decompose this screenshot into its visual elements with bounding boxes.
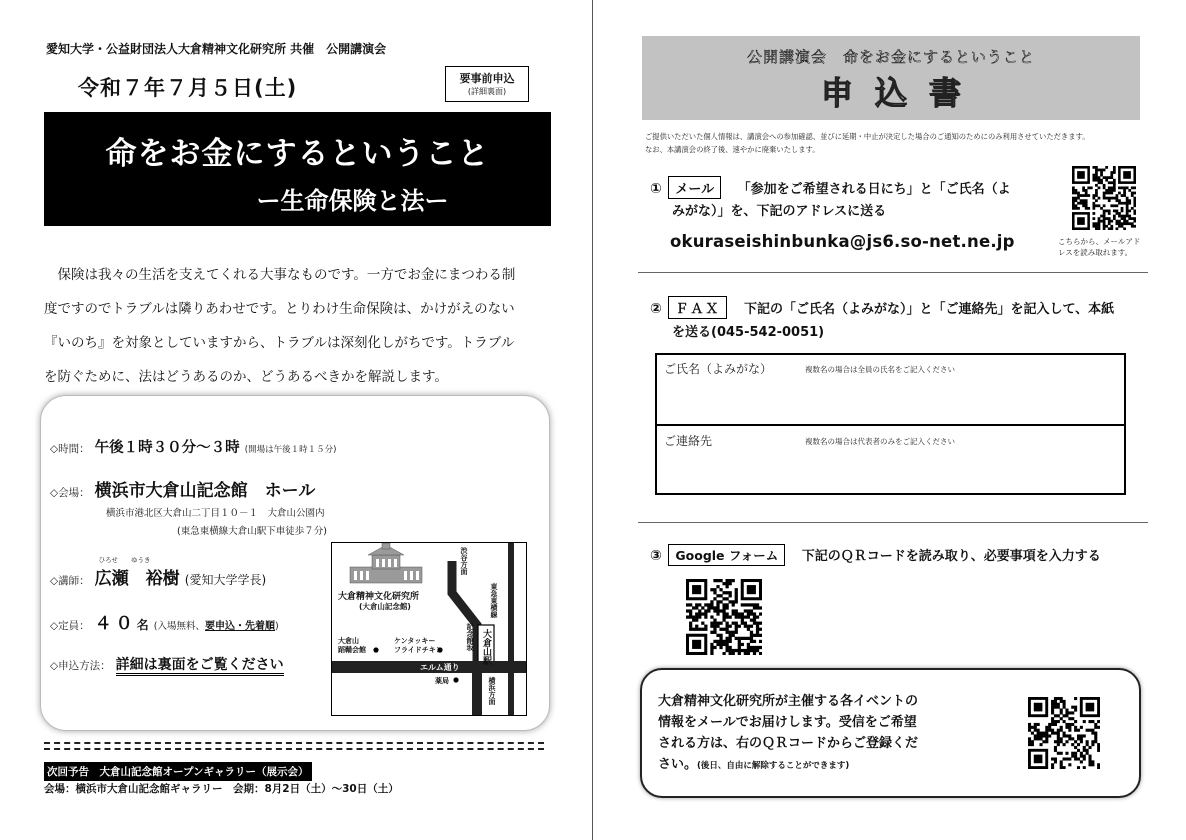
lecturer-row [50,556,267,589]
section-fax-text2: を送る(045-542-0051) [672,325,825,340]
name-field-note: 複数名の場合は全員の氏名をご記入ください [805,365,955,374]
intro-line: 保険は我々の生活を支えてくれる大事なものです。一方でお金にまつわる制 [44,267,516,283]
building-icon [350,543,422,583]
access-map [331,542,527,716]
lecture-subtitle: ー生命保険と法ー [256,187,449,215]
title-box [44,112,551,226]
notice-small: (後日、自由に解除することができます) [697,761,850,771]
map-kinenkan-zaka: 記念館坂 [466,623,474,651]
prereg-note: (詳細裏面) [467,87,507,96]
section-google-number: ③ [650,548,662,564]
qr-code-google-form-icon[interactable] [686,579,762,659]
capacity-row [50,609,279,634]
time-value: 午後１時３０分～３時 [94,440,240,456]
next-event-detail: 会場：横浜市大倉山記念館ギャラリー 会期：8月2日（土）～30日（土） [44,783,399,795]
divider-dashed [44,748,544,750]
capacity-note: (入場無料、 [153,621,205,632]
intro-paragraph [44,258,544,394]
prereg-label: 要事前申込 [459,72,515,85]
capacity-note-close: ) [275,621,279,632]
notice-line: 情報をメールでお届けします。受信をご希望 [658,715,917,730]
section-email-text2: みがな）」を、下記のアドレスに送る [672,204,887,219]
intro-line: 『いのち』を対象としていますから、トラブルは深刻化しがちです。トラブル [44,335,515,351]
venue-access: (東急東横線大倉山駅下車徒歩７分) [177,526,327,537]
section-fax-number: ② [650,301,662,317]
page-divider [592,0,593,840]
form-header-big: 申込書 [820,74,983,112]
privacy-notice [645,130,1090,156]
lecturer-name: 広瀬 裕樹 [94,569,180,589]
south-road [472,661,482,716]
capacity-value: ４０ [94,614,137,634]
apply-value: 詳細は裏面をご覧ください [116,657,284,676]
divider-dashed [44,742,544,744]
map-station: 大倉山駅 [481,629,491,665]
notice-line: 大倉精神文化研究所が主催する各イベントの [658,694,919,709]
section-email-tag: メール [668,176,721,199]
map-institute-sub: (大倉山記念館) [359,602,411,611]
section-fax [650,296,1114,319]
time-row [50,436,336,457]
lecturer-affiliation: (愛知大学学長) [184,573,267,587]
qr-email-caption [1058,236,1140,258]
notice-line: さい。 [658,757,698,772]
section-rule [638,522,1148,523]
newsletter-notice-text [658,691,918,777]
privacy-line: ご提供いただいた個人情報は、講演会への参加確認、並びに延期・中止が決定した場合のご通知のためにのみ利用させていただきます。 [645,132,1090,141]
contact-field-note: 複数名の場合は代表者のみをご記入ください [805,437,955,446]
capacity-label: ◇定員： [50,620,90,632]
email-address[interactable]: okuraseishinbunka@js6.so-net.ne.jp [670,232,1015,251]
event-date: 令和７年７月５日(土) [78,76,298,100]
apply-label: ◇申込方法： [50,660,111,672]
lecture-title: 命をお金にするということ [105,136,490,172]
lecturer-ruby: ひろせ ゆうき [98,556,151,564]
prereg-badge [445,66,529,102]
qr-code-newsletter-icon[interactable] [1028,697,1100,773]
form-row-divider [657,424,1124,426]
section-fax-text: 下記の「ご氏名（よみがな）」と「ご連絡先」を記入して、本紙 [743,302,1115,317]
map-institute: 大倉精神文化研究所 [338,592,420,602]
venue-address: 横浜市港北区大倉山二丁目１０－１ 大倉山公園内 [106,508,325,519]
capacity-unit: 名 [136,618,149,632]
section-rule [638,272,1148,273]
organizer-line: 愛知大学・公益財団法人大倉精神文化研究所 共催 公開講演会 [46,42,387,56]
qr-code-email-icon[interactable] [1072,166,1136,234]
venue-row [50,476,315,501]
contact-field-label: ご連絡先 [664,434,713,448]
intro-line: 度ですのでトラブルは隣りあわせです。とりわけ生命保険は、かけがえのない [44,301,515,317]
map-pharmacy: 薬局 [435,677,449,685]
form-header-title: 公開講演会 命をお金にするということ [746,48,1035,66]
qr-email-caption-line: レスを読み取れます。 [1058,248,1133,257]
map-toyoko: 東急東横線 [490,583,498,618]
section-google-form [650,544,1101,566]
fax-form-table [655,353,1126,495]
map-shibuya: 渋谷方面 [460,547,468,575]
venue-value: 横浜市大倉山記念館 ホール [94,481,316,501]
name-field-label: ご氏名（よみがな） [664,362,773,376]
map-elm: エルム通り [420,663,460,672]
venue-label: ◇会場： [50,487,90,499]
qr-email-caption-line: こちらから、メールアド [1058,237,1141,246]
map-kendo: 大倉山 蹈鞴会館 [338,637,366,654]
time-note: (開場は午後１時１５分) [244,445,337,455]
map-kfc: ケンタッキー フライドチキン [394,637,443,654]
section-fax-tag: ＦＡＸ [668,296,727,319]
map-roads [332,543,527,716]
section-email-number: ① [650,181,662,197]
apply-row [50,654,284,674]
privacy-line: なお、本講演会の終了後、速やかに廃棄いたします。 [645,145,820,154]
map-yokohama: 横浜方面 [488,677,496,705]
section-email [650,176,1011,199]
form-header [642,36,1140,120]
next-event-label: 次回予告 大倉山記念館オープンギャラリー（展示会） [44,762,312,781]
time-label: ◇時間： [50,443,90,455]
section-email-text: 「参加をご希望される日にち」と「ご氏名（よ [737,182,1011,197]
lecturer-label: ◇講師： [50,575,90,587]
section-google-tag: Google フォーム [668,544,785,566]
capacity-note-emphasis: 要申込・先着順 [205,621,275,632]
notice-line: される方は、右のＱＲコードからご登録くだ [658,736,919,751]
railway-line [508,543,514,716]
section-google-text: 下記のＱＲコードを読み取り、必要事項を入力する [801,549,1101,564]
intro-line: を防ぐために、法はどうあるのか、どうあるべきかを解説します。 [44,369,448,385]
